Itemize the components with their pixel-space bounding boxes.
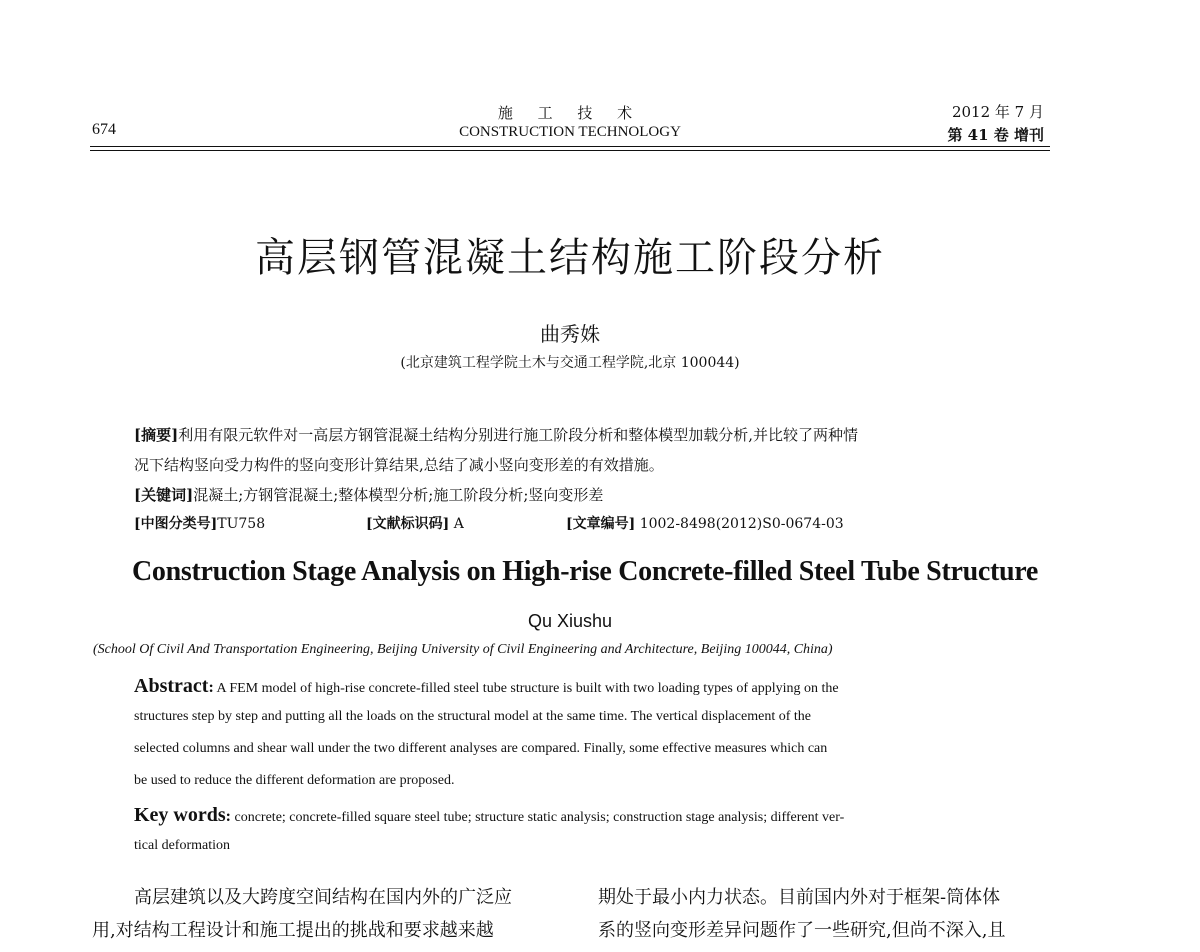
journal-title-en: CONSTRUCTION TECHNOLOGY xyxy=(459,124,681,140)
article-title-cn: 高层钢管混凝土结构施工阶段分析 xyxy=(255,235,885,281)
keywords-en-sep: : xyxy=(225,808,231,825)
page-number: 674 xyxy=(92,121,116,138)
keywords-cn xyxy=(134,484,603,505)
abstract-en-line-1 xyxy=(134,675,839,698)
body-right-line-2: 系的竖向变形差异问题作了一些研究,但尚不深入,且 xyxy=(598,920,1006,941)
abstract-en-sep: : xyxy=(208,679,214,696)
abstract-cn-text-1: 利用有限元软件对一高层方钢管混凝土结构分别进行施工阶段分析和整体模型加载分析,并比较了两种情 xyxy=(178,426,858,444)
header-rule-thick xyxy=(90,146,1050,147)
issue-date: 2012 年 7 月 xyxy=(951,103,1044,121)
keywords-en-line-2: tical deformation xyxy=(134,838,231,853)
journal-title-cn: 施 工 技 术 xyxy=(497,104,643,122)
doc-code-value: A xyxy=(449,516,464,532)
classification-article xyxy=(566,513,844,533)
header-rule-thin xyxy=(90,150,1050,151)
body-right-line-1: 期处于最小内力状态。目前国内外对于框架-筒体体 xyxy=(598,887,1001,908)
abstract-en-line-3: selected columns and shear wall under the two different analyses are compared. Finally, some effective measures which can xyxy=(134,741,828,756)
clc-label: [中图分类号] xyxy=(134,516,218,532)
abstract-en-line-4: be used to reduce the different deformation are proposed. xyxy=(134,773,455,788)
doc-code-label: [文献标识码] xyxy=(366,516,450,532)
abstract-en-text-1: A FEM model of high-rise concrete-filled steel tube structure is built with two loading types of applying on the xyxy=(213,681,839,696)
abstract-cn-line-1 xyxy=(134,424,858,445)
keywords-cn-label: [关键词] xyxy=(134,486,194,504)
author-en: Qu Xiushu xyxy=(527,611,613,631)
abstract-en-label: Abstract xyxy=(134,675,209,697)
abstract-en-line-2: structures step by step and putting all the loads on the structural model at the same time. The vertical displacement of the xyxy=(134,709,811,724)
issue-volume: 第 41 卷 增刊 xyxy=(947,126,1044,144)
article-number-value: 1002-8498(2012)S0-0674-03 xyxy=(635,516,844,532)
classification-doc xyxy=(366,513,464,533)
clc-value: TU758 xyxy=(217,516,266,532)
keywords-en-line-1 xyxy=(134,804,844,827)
keywords-en-label: Key words xyxy=(134,804,226,826)
keywords-en-text-1: concrete; concrete-filled square steel tube; structure static analysis; construction stage analysis; different ver- xyxy=(231,810,845,825)
affiliation-cn: (北京建筑工程学院土木与交通工程学院,北京 100044) xyxy=(400,355,740,371)
affiliation-en: (School Of Civil And Transportation Engineering, Beijing University of Civil Engineering and Architecture, Beijing 100044, China) xyxy=(93,642,833,657)
author-cn: 曲秀姝 xyxy=(540,322,600,346)
keywords-cn-text: 混凝土;方钢管混凝土;整体模型分析;施工阶段分析;竖向变形差 xyxy=(193,486,604,504)
body-left-line-1: 高层建筑以及大跨度空间结构在国内外的广泛应 xyxy=(134,887,512,908)
abstract-cn-line-2: 况下结构竖向受力构件的竖向变形计算结果,总结了减小竖向变形差的有效措施。 xyxy=(134,456,664,474)
article-number-label: [文章编号] xyxy=(566,516,636,532)
body-left-line-2: 用,对结构工程设计和施工提出的挑战和要求越来越 xyxy=(92,920,494,941)
abstract-cn-label: [摘要] xyxy=(134,426,179,444)
article-title-en: Construction Stage Analysis on High-rise Concrete-filled Steel Tube Structure xyxy=(131,556,1039,587)
classification-clc xyxy=(134,513,265,533)
